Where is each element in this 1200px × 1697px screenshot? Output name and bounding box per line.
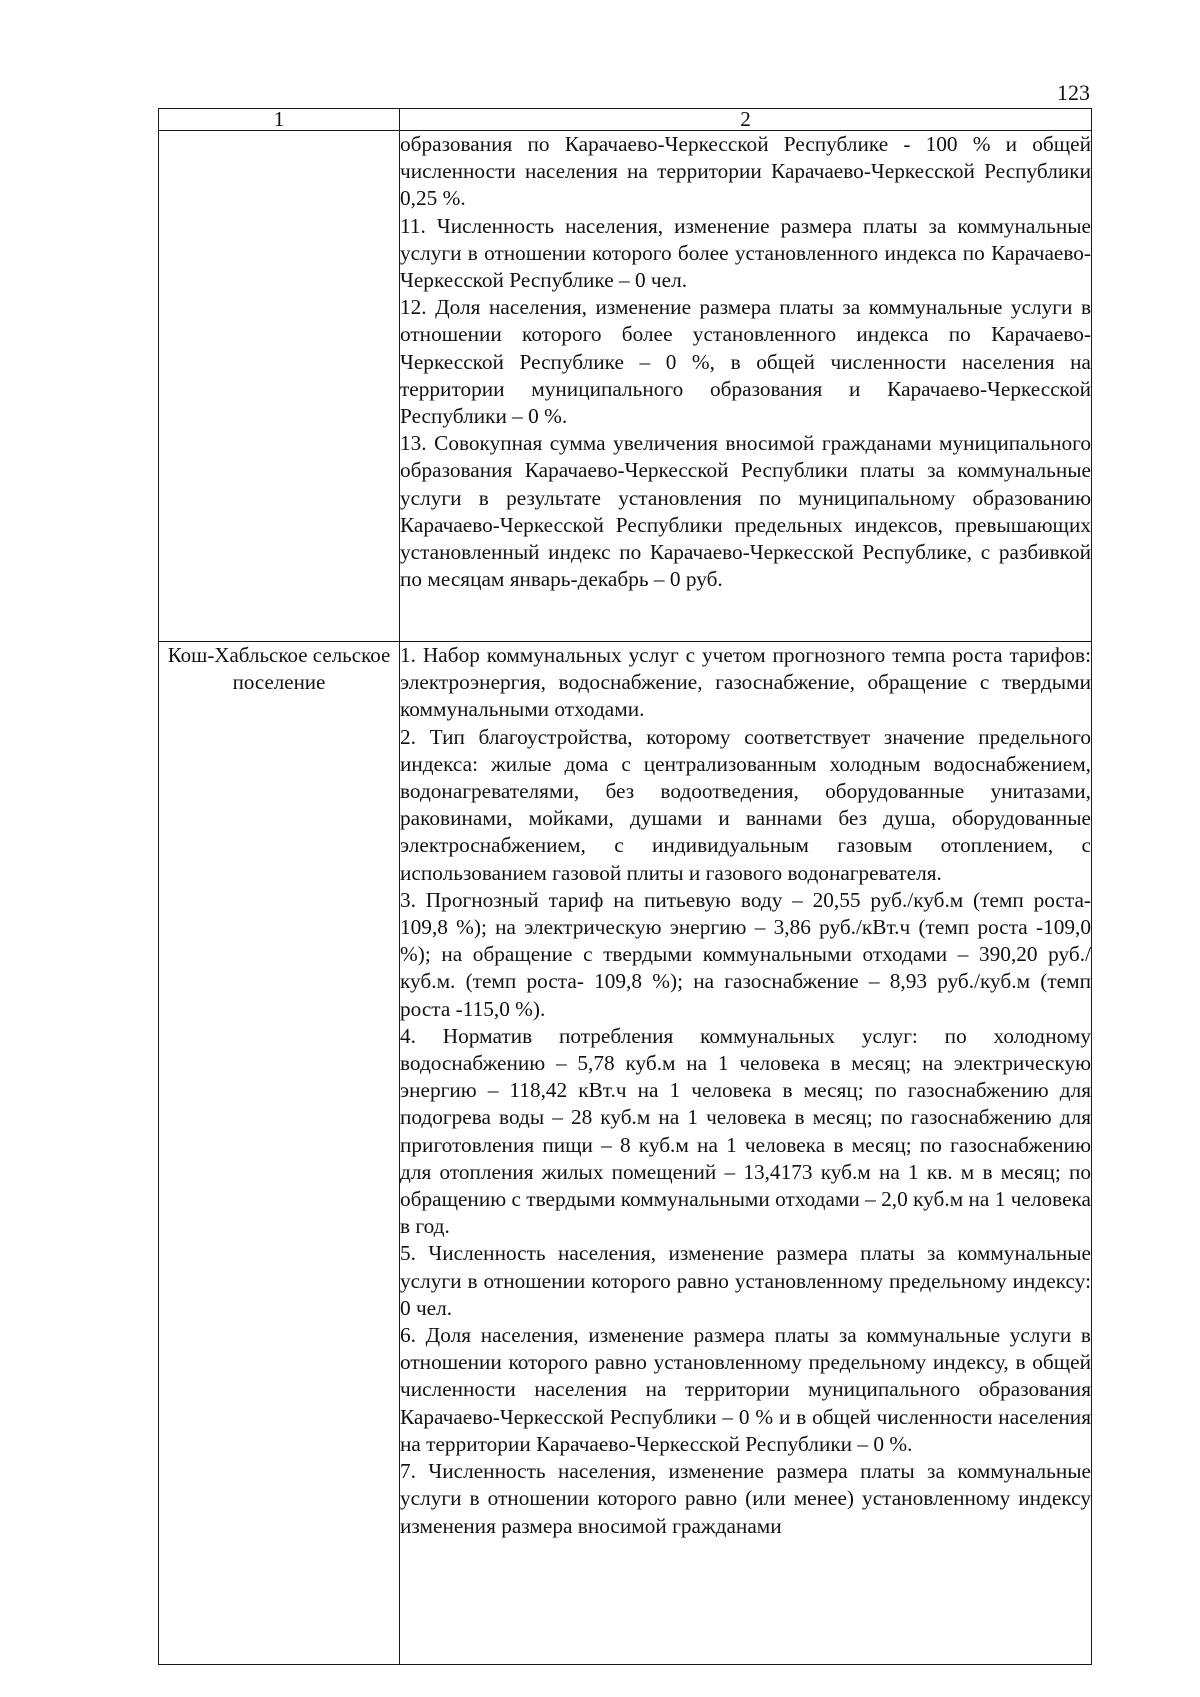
settlement-name-cell (159, 131, 400, 642)
paragraph: 7. Численность населения, изменение размера платы за коммунальные услуги в отношении которого равно (или менее) установленному индексу изменения размера вносимой гражданами (400, 1459, 1091, 1538)
page-number: 123 (1057, 80, 1090, 105)
table-row (159, 131, 1092, 642)
paragraph: 5. Численность населения, изменение размера платы за коммунальные услуги в отношении которого равно установленному предельному индексу: 0 чел. (400, 1241, 1091, 1320)
indices-table (158, 108, 1092, 1665)
paragraph: 1. Набор коммунальных услуг с учетом прогнозного темпа роста тарифов: электроэнергия, водоснабжение, газоснабжение, обращение с твердыми коммунальными отходами. (400, 643, 1091, 722)
paragraph: образования по Карачаево-Черкесской Республике - 100 % и общей численности населения на территории Карачаево-Черкесской Республики 0,25 %. (400, 132, 1091, 211)
settlement-name-cell: Кош-Хабльское сельское поселение (159, 642, 400, 1665)
paragraph: 11. Численность населения, изменение размера платы за коммунальные услуги в отношении которого более установленного индекса по Карачаево-Черкесской Республике – 0 чел. (400, 213, 1091, 293)
paragraph: 4. Норматив потребления коммунальных услуг: по холодному водоснабжению – 5,78 куб.м на 1 человека в месяц; на электрическую энергию – 118,42 кВт.ч на 1 человека в месяц; по газоснабжению для подогрева воды – 28 куб.м на 1 человека в месяц; по газоснабжению для приготовления пищи – 8 куб.м на 1 человека в месяц; по газоснабжению для отопления жилых помещений – 13,4173 куб.м на 1 кв. м в месяц; по обращению с твердыми коммунальными отходами – 2,0 куб.м на 1 человека в год. (400, 1023, 1091, 1239)
paragraph: 12. Доля населения, изменение размера платы за коммунальные услуги в отношении которого более установленного индекса по Карачаево-Черкесской Республике – 0 %, в общей численности населения на территории муниципального образования и Карачаево-Черкесской Республики – 0 %. (400, 295, 1091, 429)
column-header-2: 2 (400, 109, 1092, 131)
paragraph: 2. Тип благоустройства, которому соответствует значение предельного индекса: жилые дома с централизованным холодным водоснабжением, водонагревателями, без водоотведения, оборудованные унитазами, раковинами, мойками, душами и ваннами без душа, оборудованные электроснабжением, с индивидуальным газовым отоплением, с использованием газовой плиты и газового водонагревателя. (400, 724, 1091, 885)
column-header-1: 1 (159, 109, 400, 131)
table-row (159, 642, 1092, 1665)
description-cell (400, 642, 1092, 1665)
paragraph: 6. Доля населения, изменение размера платы за коммунальные услуги в отношении которого равно установленному предельному индексу, в общей численности населения на территории муниципального образования Карачаево-Черкесской Республики – 0 % и в общей численности населения на территории Карачаево-Черкесской Республики – 0 %. (400, 1323, 1091, 1456)
table-header-row (159, 109, 1092, 131)
paragraph: 13. Совокупная сумма увеличения вносимой гражданами муниципального образования Карачаево-Черкесской Республики платы за коммунальные услуги в результате установления по муниципальному образованию Карачаево-Черкесской Республики предельных индексов, превышающих установленный индекс по Карачаево-Черкесской Республике, с разбивкой по месяцам январь-декабрь – 0 руб. (400, 431, 1091, 592)
description-cell (400, 131, 1092, 642)
paragraph: 3. Прогнозный тариф на питьевую воду – 20,55 руб./куб.м (темп роста- 109,8 %); на электрическую энергию – 3,86 руб./кВт.ч (темп роста -109,0 %); на обращение с твердыми коммунальными отходами – 390,20 руб./куб.м. (темп роста- 109,8 %); на газоснабжение – 8,93 руб./куб.м (темп роста -115,0 %). (400, 887, 1091, 1021)
